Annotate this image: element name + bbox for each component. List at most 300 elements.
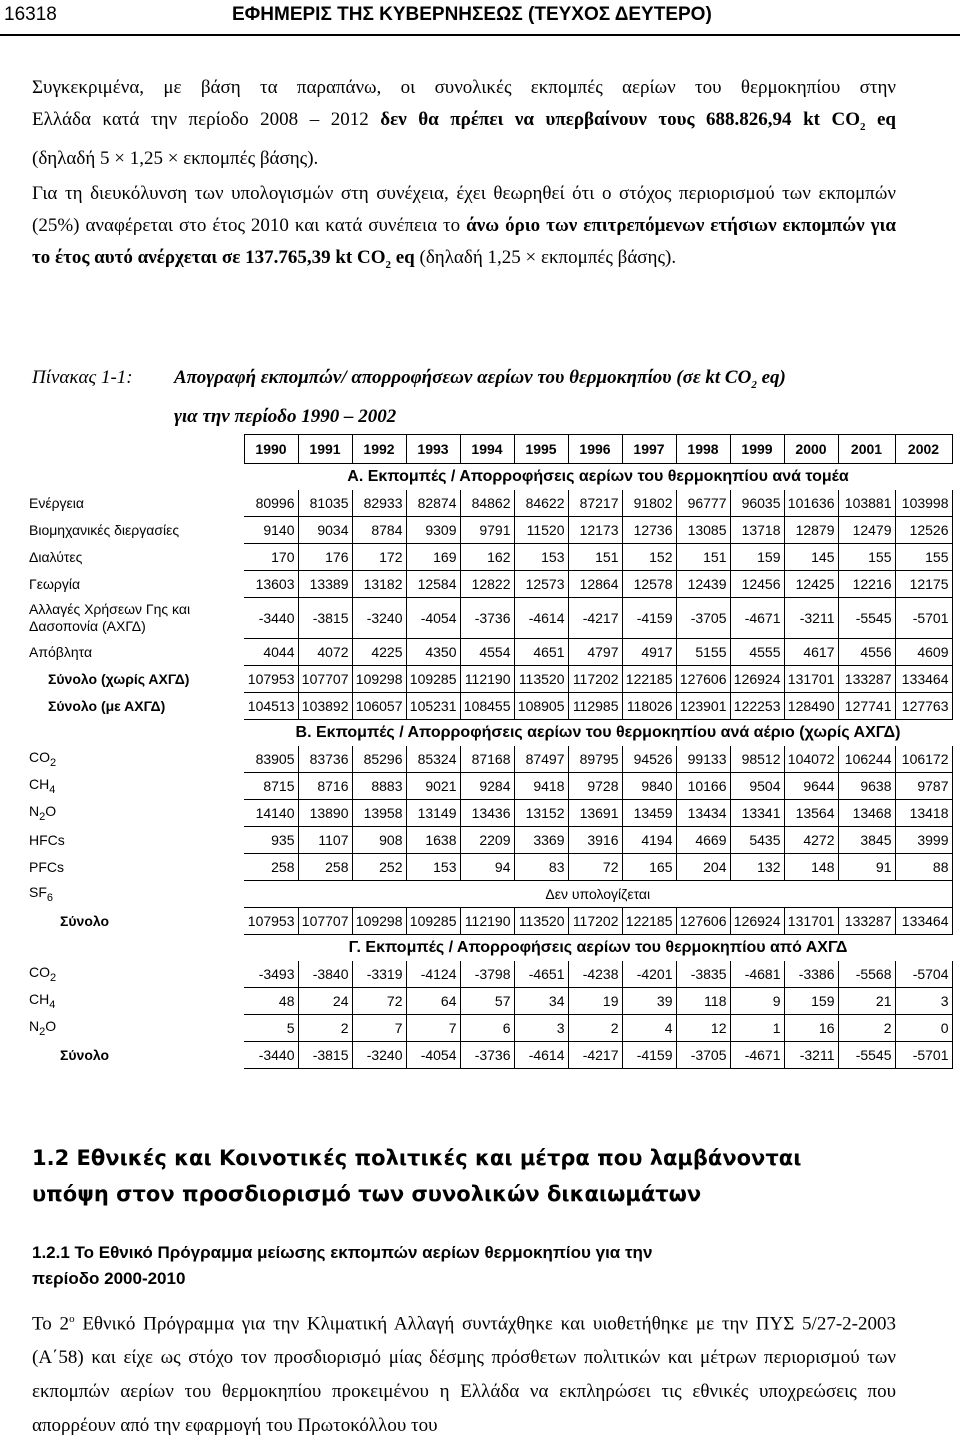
- row-label: Ενέργεια: [29, 495, 84, 512]
- heading-line: περίοδο 2000-2010: [32, 1269, 186, 1288]
- table-row: [26, 693, 952, 720]
- year-header: 2002: [895, 435, 952, 464]
- subscript: 4: [49, 998, 56, 1011]
- table-row: [26, 490, 952, 517]
- value-cell: 13691: [568, 800, 622, 827]
- value-cell: 107707: [298, 908, 352, 935]
- year-header: 1997: [622, 435, 676, 464]
- subscript: 2: [751, 378, 757, 391]
- value-cell: 13434: [676, 800, 730, 827]
- row-label: $CH_4$: [29, 991, 56, 1011]
- value-cell: -4124: [406, 961, 460, 988]
- year-header: 2000: [784, 435, 838, 464]
- value-cell: -5701: [895, 1042, 952, 1069]
- paragraph-1-line-2: [32, 104, 896, 143]
- row-label: Βιομηχανικές διεργασίες: [29, 522, 180, 538]
- value-cell: 85324: [406, 746, 460, 773]
- value-cell: 4: [622, 1015, 676, 1042]
- value-cell: 12578: [622, 571, 676, 598]
- value-cell: -3736: [460, 598, 514, 639]
- value-cell: 4556: [838, 639, 895, 666]
- value-cell: 9787: [895, 773, 952, 800]
- value-cell: -4054: [406, 598, 460, 639]
- value-cell: -5545: [838, 1042, 895, 1069]
- value-cell: 9644: [784, 773, 838, 800]
- value-cell: 153: [406, 854, 460, 881]
- value-cell: 8883: [352, 773, 406, 800]
- value-cell: 13436: [460, 800, 514, 827]
- value-cell: 9021: [406, 773, 460, 800]
- year-header: 1991: [298, 435, 352, 464]
- value-cell: 258: [244, 854, 298, 881]
- caption-label: Πίνακας 1-1:: [32, 367, 133, 388]
- value-cell: 107953: [244, 908, 298, 935]
- value-cell: -4681: [730, 961, 784, 988]
- value-cell: 109298: [352, 908, 406, 935]
- value-cell: -4651: [514, 961, 568, 988]
- value-cell: 9791: [460, 517, 514, 544]
- section-heading: Β. Εκπομπές / Απορροφήσεις αερίων του θερμοκηπίου ανά αέριο (χωρίς ΑΧΓΔ): [295, 724, 901, 741]
- subsection-heading-1-2-1: [32, 1240, 932, 1292]
- value-cell: 127763: [895, 693, 952, 720]
- row-label: $N_2O$: [29, 803, 57, 823]
- year-header: 1998: [676, 435, 730, 464]
- value-cell: 11520: [514, 517, 568, 544]
- value-cell: 112985: [568, 693, 622, 720]
- value-cell: -4671: [730, 1042, 784, 1069]
- value-cell: -4238: [568, 961, 622, 988]
- value-cell: 165: [622, 854, 676, 881]
- value-cell: -3240: [352, 1042, 406, 1069]
- table-row: [26, 988, 952, 1015]
- value-cell: 172: [352, 544, 406, 571]
- table-row: [26, 773, 952, 800]
- text-span: για την περίοδο 1990 – 2002: [174, 405, 397, 427]
- value-cell: 1107: [298, 827, 352, 854]
- value-cell: 13149: [406, 800, 460, 827]
- value-cell: 126924: [730, 908, 784, 935]
- value-cell: 13085: [676, 517, 730, 544]
- row-label: Αλλαγές Χρήσεων Γης και Δασοπονία (ΑΧΓΔ): [29, 601, 191, 634]
- superscript: ο: [69, 1313, 75, 1325]
- emissions-table: [26, 434, 953, 1069]
- value-cell: 13418: [895, 800, 952, 827]
- value-cell: 153: [514, 544, 568, 571]
- value-cell: 94: [460, 854, 514, 881]
- value-cell: -4671: [730, 598, 784, 639]
- value-cell: 13182: [352, 571, 406, 598]
- text-span: Για τη διευκόλυνση των υπολογισμών στη συνέχεια, έχει θεωρηθεί ότι ο στόχος περιορισμού των εκπομπών (25%) αναφέρεται στο έτος 2010 και κατά συνέπεια το: [32, 183, 896, 236]
- value-cell: -3386: [784, 961, 838, 988]
- year-header: 1990: [244, 435, 298, 464]
- value-cell: -3440: [244, 1042, 298, 1069]
- value-cell: 21: [838, 988, 895, 1015]
- value-cell: 131701: [784, 666, 838, 693]
- value-cell: 112190: [460, 908, 514, 935]
- value-cell: 113520: [514, 908, 568, 935]
- value-cell: 106244: [838, 746, 895, 773]
- value-cell: 151: [676, 544, 730, 571]
- paragraph-1-line-3: (δηλαδή 5 × 1,25 × εκπομπές βάσης).: [32, 147, 319, 169]
- value-cell: 151: [568, 544, 622, 571]
- value-cell: 133464: [895, 908, 952, 935]
- heading-line: 1.2 Εθνικές και Κοινοτικές πολιτικές και μέτρα που λαμβάνονται: [32, 1146, 802, 1170]
- value-cell: 127606: [676, 666, 730, 693]
- text-span: (δηλαδή 1,25 × εκπομπές βάσης).: [414, 247, 677, 268]
- value-cell: -4217: [568, 598, 622, 639]
- value-cell: 80996: [244, 490, 298, 517]
- value-cell: 145: [784, 544, 838, 571]
- value-cell: 127606: [676, 908, 730, 935]
- value-cell: 12439: [676, 571, 730, 598]
- subscript: 2: [50, 757, 57, 770]
- row-label: $SF_6$: [29, 884, 54, 904]
- value-cell: 9840: [622, 773, 676, 800]
- value-cell: 1638: [406, 827, 460, 854]
- value-cell: 132: [730, 854, 784, 881]
- value-cell: -4217: [568, 1042, 622, 1069]
- value-cell: 2: [298, 1015, 352, 1042]
- value-cell: 84862: [460, 490, 514, 517]
- value-cell: 88: [895, 854, 952, 881]
- value-cell: 91802: [622, 490, 676, 517]
- value-cell: 118: [676, 988, 730, 1015]
- value-cell: 108905: [514, 693, 568, 720]
- value-cell: 935: [244, 827, 298, 854]
- value-cell: -3440: [244, 598, 298, 639]
- row-label: Σύνολο: [60, 1047, 110, 1063]
- value-cell: -3840: [298, 961, 352, 988]
- value-cell: -4159: [622, 1042, 676, 1069]
- paragraph-3: [32, 1302, 896, 1443]
- value-cell: 91: [838, 854, 895, 881]
- bold-text: eq: [391, 247, 415, 268]
- value-cell: 13341: [730, 800, 784, 827]
- paragraph-2: [32, 178, 896, 281]
- value-cell: 4617: [784, 639, 838, 666]
- value-cell: 4554: [460, 639, 514, 666]
- value-cell: 122185: [622, 908, 676, 935]
- section-row: [26, 464, 952, 491]
- value-cell: 13459: [622, 800, 676, 827]
- value-cell: 4651: [514, 639, 568, 666]
- value-cell: 107707: [298, 666, 352, 693]
- value-cell: 14140: [244, 800, 298, 827]
- value-cell: 9034: [298, 517, 352, 544]
- value-cell: 5435: [730, 827, 784, 854]
- value-cell: 4350: [406, 639, 460, 666]
- value-cell: 258: [298, 854, 352, 881]
- value-cell: 12736: [622, 517, 676, 544]
- page-header: [0, 0, 960, 36]
- value-cell: 13718: [730, 517, 784, 544]
- value-cell: -5568: [838, 961, 895, 988]
- row-label: PFCs: [29, 859, 64, 875]
- value-cell: 0: [895, 1015, 952, 1042]
- subscript: 2: [39, 810, 46, 823]
- value-cell: 6: [460, 1015, 514, 1042]
- table-row: [26, 666, 952, 693]
- text-span: Απογραφή εκπομπών/ απορροφήσεων αερίων του θερμοκηπίου (σε kt CO: [174, 367, 752, 388]
- value-cell: 112190: [460, 666, 514, 693]
- value-cell: 12425: [784, 571, 838, 598]
- value-cell: 16: [784, 1015, 838, 1042]
- value-cell: 3845: [838, 827, 895, 854]
- journal-title: ΕΦΗΜΕΡΙΣ ΤΗΣ ΚΥΒΕΡΝΗΣΕΩΣ (ΤΕΥΧΟΣ ΔΕΥΤΕΡΟ): [232, 4, 712, 25]
- year-header: 1992: [352, 435, 406, 464]
- value-cell: 7: [352, 1015, 406, 1042]
- value-cell: 4669: [676, 827, 730, 854]
- value-cell: 96035: [730, 490, 784, 517]
- value-cell: -3705: [676, 1042, 730, 1069]
- row-label: Γεωργία: [29, 576, 81, 592]
- value-cell: 127741: [838, 693, 895, 720]
- value-cell: 48: [244, 988, 298, 1015]
- value-cell: -4614: [514, 1042, 568, 1069]
- table-row: [26, 746, 952, 773]
- value-cell: 12864: [568, 571, 622, 598]
- value-cell: 106172: [895, 746, 952, 773]
- value-cell: 19: [568, 988, 622, 1015]
- not-calculated-note: Δεν υπολογίζεται: [244, 881, 952, 908]
- value-cell: 105231: [406, 693, 460, 720]
- paragraph-1-line-1: Συγκεκριμένα, με βάση τα παραπάνω, οι συνολικές εκπομπές αερίων του θερμοκηπίου στην: [32, 77, 896, 98]
- value-cell: 159: [784, 988, 838, 1015]
- year-header-row: [26, 435, 952, 464]
- row-label: Σύνολο (με ΑΧΓΔ): [48, 698, 166, 714]
- heading-line: υπόψη στον προσδιορισμό των συνολικών δικαιωμάτων: [32, 1182, 702, 1206]
- value-cell: 9418: [514, 773, 568, 800]
- value-cell: 152: [622, 544, 676, 571]
- value-cell: -3211: [784, 1042, 838, 1069]
- row-label: Διαλύτες: [29, 549, 83, 565]
- value-cell: 13890: [298, 800, 352, 827]
- value-cell: 13389: [298, 571, 352, 598]
- value-cell: 159: [730, 544, 784, 571]
- value-cell: 133287: [838, 908, 895, 935]
- text-span: Εθνικό Πρόγραμμα για την Κλιματική Αλλαγή συντάχθηκε και υιοθετήθηκε με την ΠΥΣ 5/27-2-2003 (Α΄58) και είχε ως στόχο τον προσδιορισμό μίας δέσμης πρόσθετων πολιτικών και μέτρων περιορισμού των εκπομπών αερίων του θερμοκηπίου προκειμένου η Ελλάδα να εκπληρώσει τις εθνικές υποχρεώσεις που απορρέουν από την εφαρμογή του Πρωτοκόλλου του: [32, 1313, 896, 1437]
- spacer-cell: [26, 720, 244, 747]
- value-cell: 122253: [730, 693, 784, 720]
- year-header: 1996: [568, 435, 622, 464]
- value-cell: 170: [244, 544, 298, 571]
- value-cell: 57: [460, 988, 514, 1015]
- value-cell: 99133: [676, 746, 730, 773]
- value-cell: 9638: [838, 773, 895, 800]
- value-cell: 4194: [622, 827, 676, 854]
- value-cell: 83736: [298, 746, 352, 773]
- value-cell: 118026: [622, 693, 676, 720]
- value-cell: 123901: [676, 693, 730, 720]
- text-span: Το 2: [32, 1313, 70, 1335]
- value-cell: 82933: [352, 490, 406, 517]
- value-cell: 113520: [514, 666, 568, 693]
- value-cell: -3798: [460, 961, 514, 988]
- table-row: [26, 639, 952, 666]
- value-cell: 12479: [838, 517, 895, 544]
- value-cell: 85296: [352, 746, 406, 773]
- value-cell: 9140: [244, 517, 298, 544]
- table-row: [26, 961, 952, 988]
- value-cell: 98512: [730, 746, 784, 773]
- value-cell: 4797: [568, 639, 622, 666]
- row-label: $N_2O$: [29, 1018, 57, 1038]
- bold-text: άνω όριο των επιτρεπόμενων ετήσιων εκπομπών για το έτος αυτό ανέρχεται σε 137.765,39 kt CO: [32, 215, 896, 268]
- value-cell: 131701: [784, 908, 838, 935]
- table-row: [26, 544, 952, 571]
- value-cell: 3: [514, 1015, 568, 1042]
- value-cell: 155: [895, 544, 952, 571]
- table-row: [26, 800, 952, 827]
- heading-line: 1.2.1 Το Εθνικό Πρόγραμμα μείωσης εκπομπών αερίων θερμοκηπίου για την: [32, 1243, 653, 1262]
- value-cell: -3705: [676, 598, 730, 639]
- value-cell: 155: [838, 544, 895, 571]
- text-span: Ελλάδα κατά την περίοδο 2008 – 2012: [32, 109, 381, 130]
- value-cell: 133287: [838, 666, 895, 693]
- value-cell: 12526: [895, 517, 952, 544]
- value-cell: -3493: [244, 961, 298, 988]
- year-header: 1999: [730, 435, 784, 464]
- value-cell: -3240: [352, 598, 406, 639]
- value-cell: 12456: [730, 571, 784, 598]
- value-cell: 8784: [352, 517, 406, 544]
- value-cell: 162: [460, 544, 514, 571]
- section-heading: Α. Εκπομπές / Απορροφήσεις αερίων του θερμοκηπίου ανά τομέα: [347, 468, 849, 485]
- value-cell: -5701: [895, 598, 952, 639]
- value-cell: 72: [352, 988, 406, 1015]
- value-cell: 13468: [838, 800, 895, 827]
- value-cell: 81035: [298, 490, 352, 517]
- value-cell: 908: [352, 827, 406, 854]
- value-cell: -4054: [406, 1042, 460, 1069]
- value-cell: 13152: [514, 800, 568, 827]
- value-cell: 5155: [676, 639, 730, 666]
- value-cell: -3211: [784, 598, 838, 639]
- bold-text: δεν θα πρέπει να υπερβαίνουν τους 688.826,94 kt CO: [380, 109, 860, 130]
- table-row: [26, 854, 952, 881]
- value-cell: 204: [676, 854, 730, 881]
- row-label: $CO_2$: [29, 964, 57, 985]
- subscript: 6: [46, 891, 54, 904]
- value-cell: 108455: [460, 693, 514, 720]
- value-cell: 13564: [784, 800, 838, 827]
- value-cell: 87497: [514, 746, 568, 773]
- value-cell: 9284: [460, 773, 514, 800]
- value-cell: 252: [352, 854, 406, 881]
- value-cell: -5704: [895, 961, 952, 988]
- value-cell: -3835: [676, 961, 730, 988]
- value-cell: 12: [676, 1015, 730, 1042]
- value-cell: 1: [730, 1015, 784, 1042]
- value-cell: 96777: [676, 490, 730, 517]
- value-cell: 94526: [622, 746, 676, 773]
- value-cell: 39: [622, 988, 676, 1015]
- value-cell: 89795: [568, 746, 622, 773]
- subscript: 4: [49, 783, 56, 796]
- value-cell: 133464: [895, 666, 952, 693]
- value-cell: 4609: [895, 639, 952, 666]
- value-cell: 12173: [568, 517, 622, 544]
- value-cell: 9728: [568, 773, 622, 800]
- table-row: [26, 1042, 952, 1069]
- row-label: $CO_2$: [29, 749, 57, 770]
- value-cell: 84622: [514, 490, 568, 517]
- table-row: [26, 827, 952, 854]
- text-span: eq): [756, 367, 786, 388]
- value-cell: 12879: [784, 517, 838, 544]
- value-cell: 9: [730, 988, 784, 1015]
- value-cell: 10166: [676, 773, 730, 800]
- value-cell: 109298: [352, 666, 406, 693]
- section-heading-1-2: [32, 1140, 932, 1212]
- value-cell: -3815: [298, 598, 352, 639]
- value-cell: 83905: [244, 746, 298, 773]
- value-cell: 117202: [568, 908, 622, 935]
- bold-text: eq: [865, 109, 896, 130]
- value-cell: 117202: [568, 666, 622, 693]
- spacer-cell: [26, 464, 244, 491]
- value-cell: 9504: [730, 773, 784, 800]
- table-row: [26, 598, 952, 639]
- value-cell: 126924: [730, 666, 784, 693]
- table-row: [26, 517, 952, 544]
- value-cell: 5: [244, 1015, 298, 1042]
- value-cell: 12822: [460, 571, 514, 598]
- value-cell: 7: [406, 1015, 460, 1042]
- value-cell: 148: [784, 854, 838, 881]
- value-cell: -3736: [460, 1042, 514, 1069]
- row-label: Σύνολο: [60, 913, 110, 929]
- year-header: 1994: [460, 435, 514, 464]
- value-cell: 4072: [298, 639, 352, 666]
- subscript: 2: [39, 1025, 46, 1038]
- value-cell: 8716: [298, 773, 352, 800]
- value-cell: 109285: [406, 666, 460, 693]
- value-cell: 4225: [352, 639, 406, 666]
- value-cell: 3916: [568, 827, 622, 854]
- value-cell: 103998: [895, 490, 952, 517]
- value-cell: -3815: [298, 1042, 352, 1069]
- value-cell: 64: [406, 988, 460, 1015]
- row-label: $CH_4$: [29, 776, 56, 796]
- value-cell: 34: [514, 988, 568, 1015]
- caption-text: [174, 362, 786, 433]
- value-cell: 3999: [895, 827, 952, 854]
- value-cell: 122185: [622, 666, 676, 693]
- spacer-cell: [26, 435, 244, 464]
- section-heading: Γ. Εκπομπές / Απορροφήσεις αερίων του θερμοκηπίου από ΑΧΓΔ: [348, 939, 848, 956]
- value-cell: 103881: [838, 490, 895, 517]
- value-cell: 4044: [244, 639, 298, 666]
- value-cell: 82874: [406, 490, 460, 517]
- value-cell: -3319: [352, 961, 406, 988]
- value-cell: 12216: [838, 571, 895, 598]
- value-cell: 2: [568, 1015, 622, 1042]
- value-cell: -5545: [838, 598, 895, 639]
- value-cell: 2: [838, 1015, 895, 1042]
- paragraph-1: [32, 72, 896, 175]
- value-cell: 103892: [298, 693, 352, 720]
- value-cell: 4272: [784, 827, 838, 854]
- value-cell: 109285: [406, 908, 460, 935]
- value-cell: 13603: [244, 571, 298, 598]
- value-cell: -4614: [514, 598, 568, 639]
- value-cell: 169: [406, 544, 460, 571]
- value-cell: 12584: [406, 571, 460, 598]
- value-cell: 107953: [244, 666, 298, 693]
- table-row: [26, 881, 952, 908]
- value-cell: 24: [298, 988, 352, 1015]
